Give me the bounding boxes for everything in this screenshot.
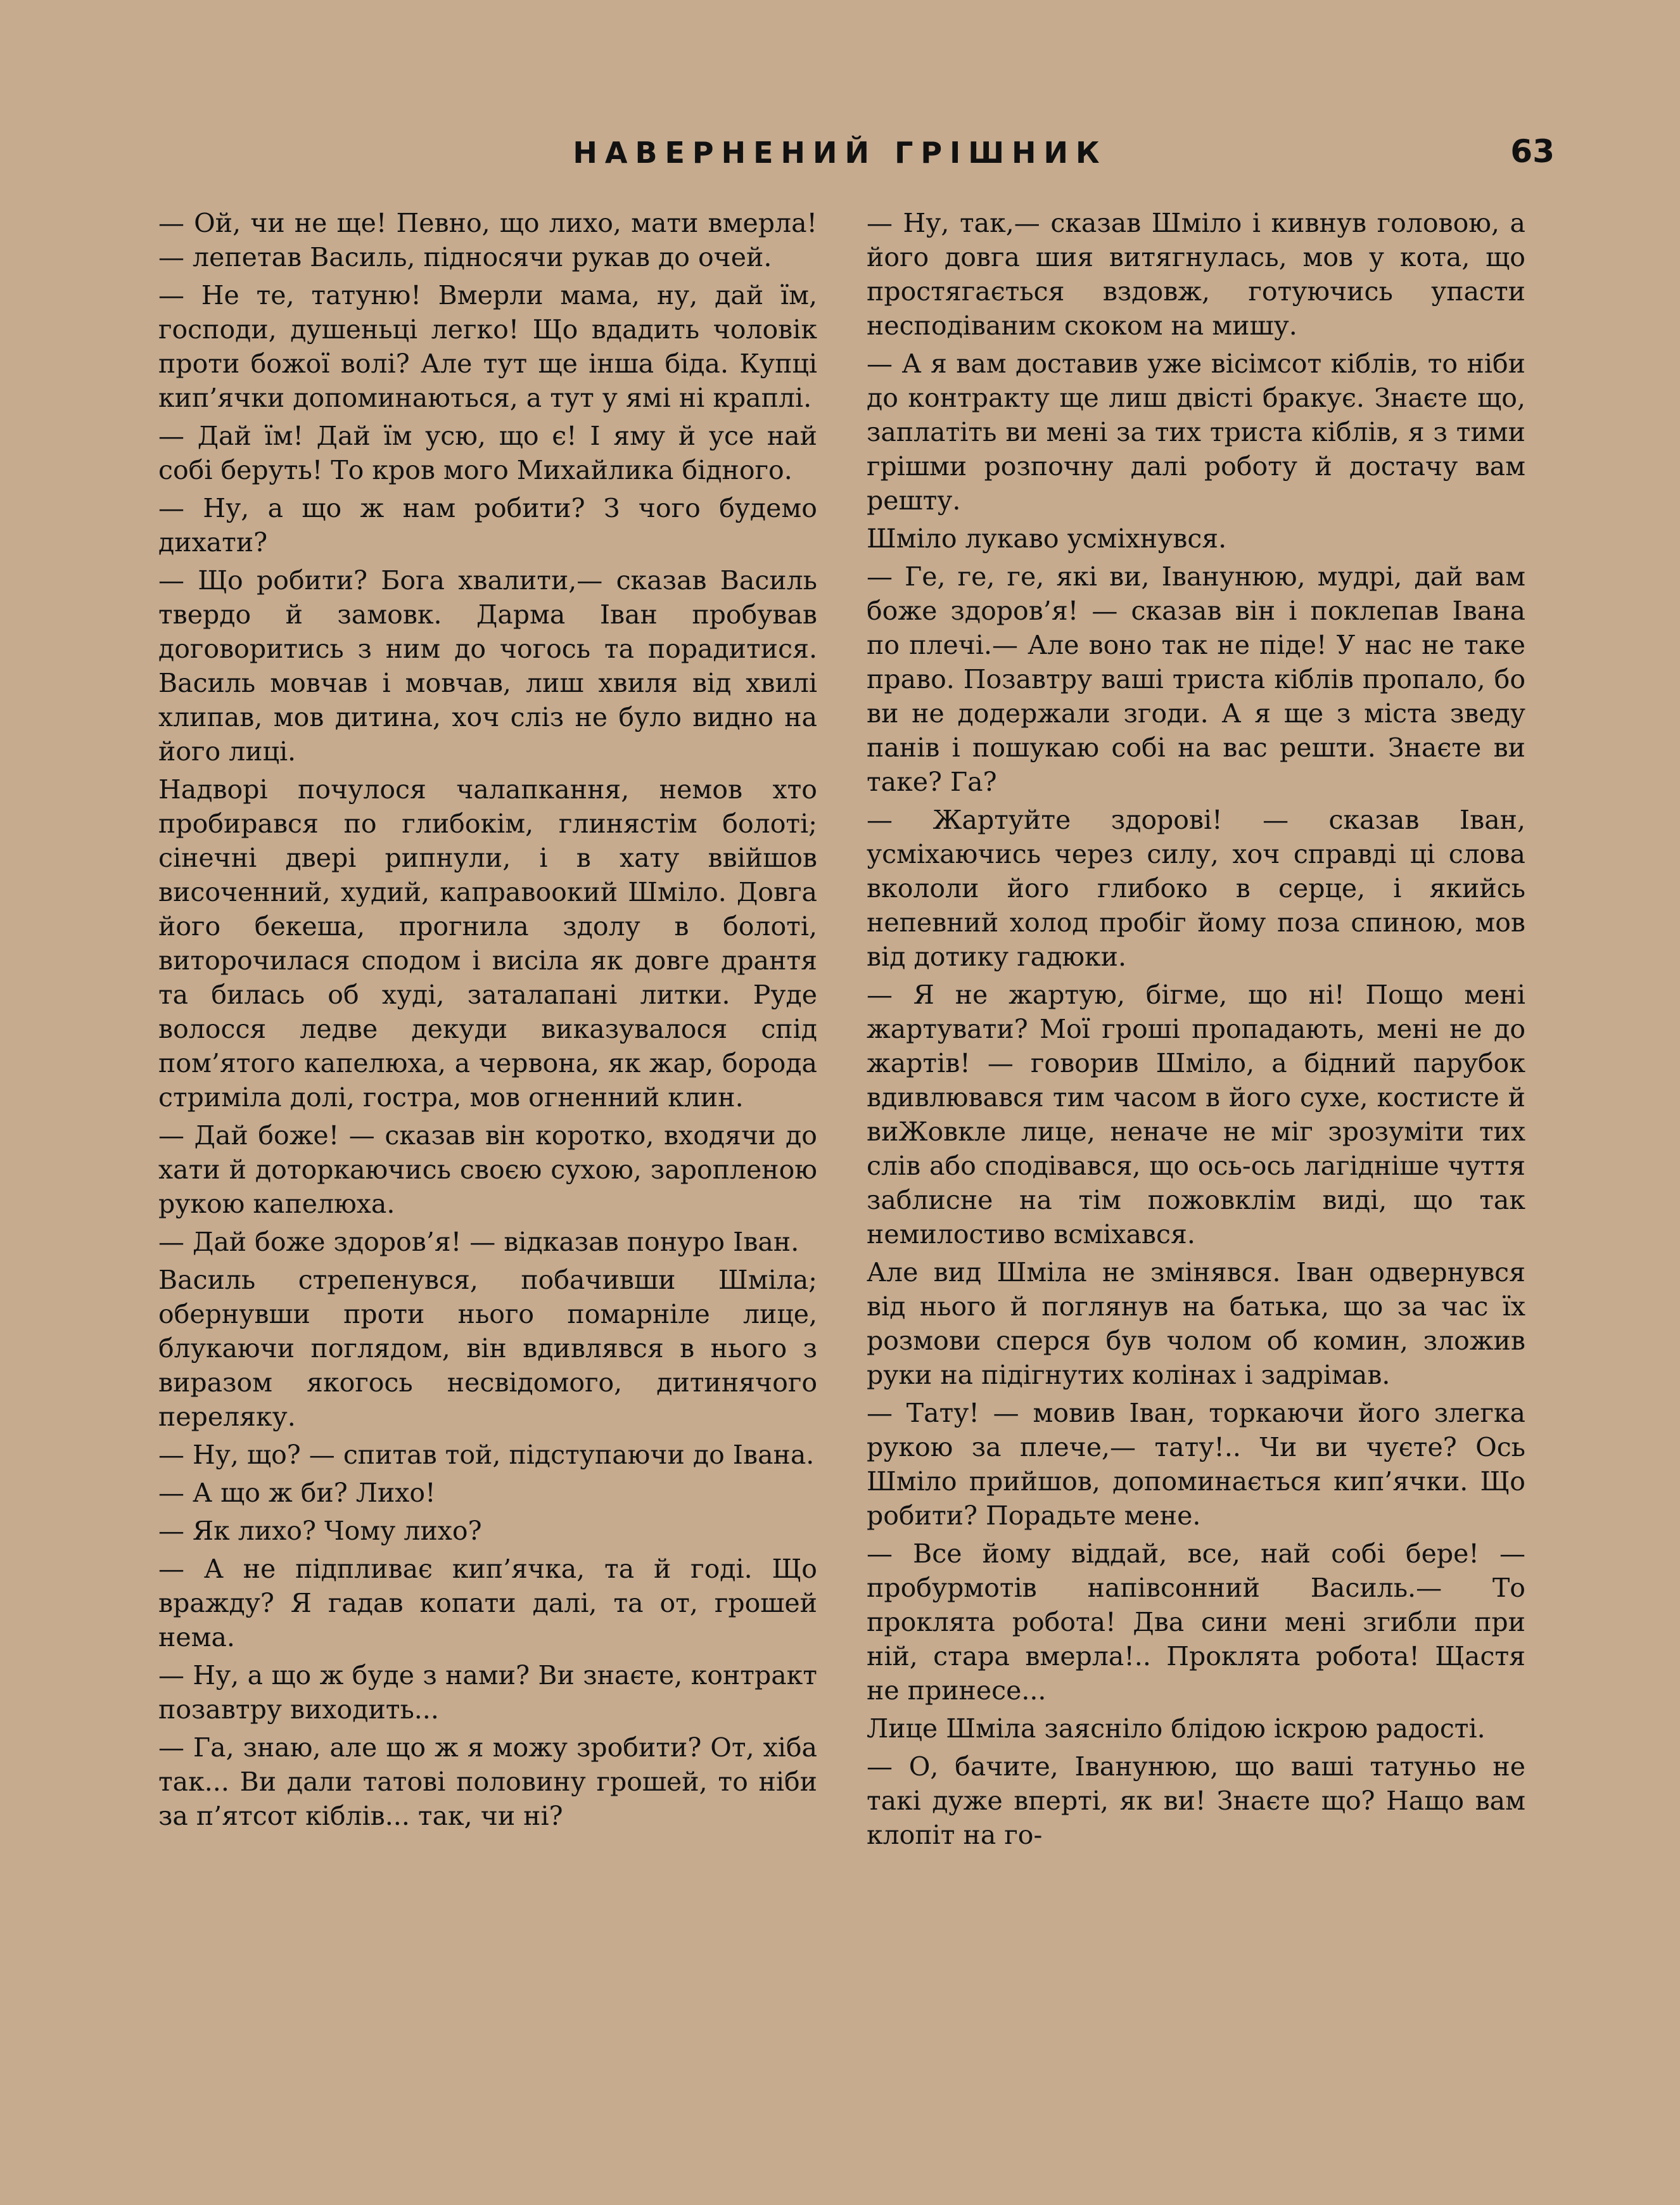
paragraph: — Не те, татуню! Вмерли мама, ну, дай їм, господи, душеньці легко! Що вдадить чоловік проти божої волі? Але тут ще інша біда. Купці кип’ячки допоминаються, а тут у ямі ні краплі.: [158, 280, 817, 413]
paragraph: Але вид Шміла не змінявся. Іван одвернувся від нього й поглянув на батька, що за час їх розмови сперся був чолом об комин, зложив руки на підігнутих колінах і задрімав.: [867, 1257, 1525, 1390]
paragraph: — Як лихо? Чому лихо?: [158, 1516, 482, 1546]
paragraph: — Все йому віддай, все, най собі бере! — пробурмотів напівсонний Василь.— То проклята робота! Два сини мені згибли при ній, стара вмерла!.. Проклята робота! Щастя не принесе...: [867, 1538, 1525, 1706]
paragraph: — Дай боже! — сказав він коротко, входячи до хати й доторкаючись своєю сухою, заропленою рукою капелюха.: [158, 1120, 817, 1219]
paragraph: — Я не жартую, бігме, що ні! Пощо мені жартувати? Мої гроші пропадають, мені не до жартів! — говорив Шміло, а бідний парубок вдивлювався тим часом в його сухе, костисте й виЖовкле лице, неначе не міг зрозуміти тих слів або сподівався, що ось-ось лагідніше чуття заблисне на тім пожовклім виді, що так немилостиво всміхався.: [867, 980, 1525, 1250]
page-number: 63: [1510, 133, 1555, 170]
paragraph: — Ой, чи не ще! Певно, що лихо, мати вмерла! — лепетав Василь, підносячи рукав до очей.: [158, 208, 817, 272]
paragraph: — Ну, що? — спитав той, підступаючи до Івана.: [158, 1440, 815, 1470]
paragraph: — Га, знаю, але що ж я можу зробити? От, хіба так... Ви дали татові половину грошей, то ніби за п’ятсот кіблів... так, чи ні?: [158, 1732, 817, 1831]
right-column: [867, 206, 1525, 1856]
paragraph: Надворі почулося чалапкання, немов хто пробирався по глибокім, глинястім болоті; сінечні двері рипнули, і в хату ввійшов височенний, худий, каправоокий Шміло. Довга його бекеша, прогнила здолу в болоті, виторочилася сподом і висіла як довге дрантя та билась об худі, заталапані литки. Руде волосся ледве декуди виказувалося спід пом’ятого капелюха, а червона, як жар, борода стриміла долі, гостра, мов огненний клин.: [158, 774, 817, 1113]
paragraph: — Ну, а що ж нам робити? З чого будемо дихати?: [158, 493, 817, 558]
paragraph: — Ну, так,— сказав Шміло і кивнув головою, а його довга шия витягнулась, мов у кота, що простягається вздовж, готуючись упасти несподіваним скоком на мишу.: [867, 208, 1525, 341]
left-column: [158, 206, 817, 1837]
paragraph: Лице Шміла заясніло блідою іскрою радості.: [867, 1713, 1486, 1744]
paragraph: — А що ж би? Лихо!: [158, 1478, 436, 1508]
paragraph: — Ге, ге, ге, які ви, Іванунюю, мудрі, дай вам боже здоров’я! — сказав він і поклепав Івана по плечі.— Але воно так не піде! У нас не таке право. Позавтру ваші триста кіблів пропало, бо ви не додержали згоди. А я ще з міста зведу панів і пошукаю собі на вас решти. Знаєте ви таке? Га?: [867, 561, 1525, 797]
paragraph: Василь стрепенувся, побачивши Шміла; обернувши проти нього помарніле лице, блукаючи поглядом, він вдивлявся в нього з виразом якогось несвідомого, дитинячого переляку.: [158, 1265, 817, 1432]
paragraph: — Дай їм! Дай їм усю, що є! І яму й усе най собі беруть! То кров мого Михайлика бідного.: [158, 421, 817, 485]
paragraph: — Тату! — мовив Іван, торкаючи його злегка рукою за плече,— тату!.. Чи ви чуєте? Ось Шміло прийшов, допоминається кип’ячки. Що робити? Порадьте мене.: [867, 1398, 1525, 1531]
running-header-title: НАВЕРНЕНИЙ ГРІШНИК: [573, 136, 1107, 170]
paragraph: — Жартуйте здорові! — сказав Іван, усміхаючись через силу, хоч справді ці слова вкололи його глибоко в серце, і якийсь непевний холод пробіг йому поза спиною, мов від дотику гадюки.: [867, 805, 1525, 972]
paragraph: — А я вам доставив уже вісімсот кіблів, то ніби до контракту ще лиш двісті бракує. Знаєте що, заплатіть ви мені за тих триста кіблів, я з тими грішми розпочну далі роботу й достачу вам решту.: [867, 348, 1525, 516]
paragraph: — О, бачите, Іванунюю, що ваші татуньо не такі дуже вперті, як ви! Знаєте що? Нащо вам клопіт на го-: [867, 1751, 1525, 1850]
paragraph: — Що робити? Бога хвалити,— сказав Василь твердо й замовк. Дарма Іван пробував договоритись з ним до чогось та порадитися. Василь мовчав і мовчав, лиш хвиля від хвилі хлипав, мов дитина, хоч сліз не було видно на його лиці.: [158, 565, 817, 767]
paragraph: — Ну, а що ж буде з нами? Ви знаєте, контракт позавтру виходить...: [158, 1660, 817, 1725]
paragraph: — А не підпливає кип’ячка, та й годі. Що вражду? Я гадав копати далі, та от, грошей нема.: [158, 1554, 817, 1652]
paragraph: Шміло лукаво усміхнувся.: [867, 523, 1227, 554]
paragraph: — Дай боже здоров’я! — відказав понуро Іван.: [158, 1227, 799, 1257]
